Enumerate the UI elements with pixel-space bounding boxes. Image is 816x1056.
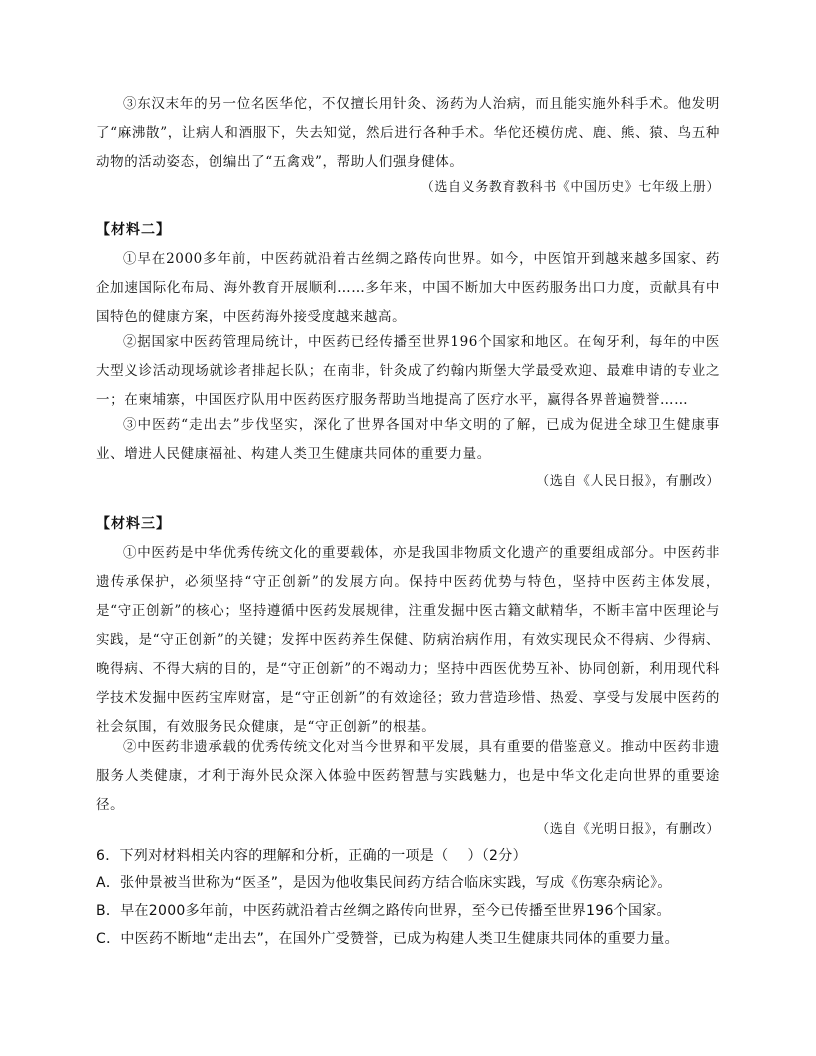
material3-paragraph-1: ①中医药是中华优秀传统文化的重要载体，亦是我国非物质文化遗产的重要组成部分。中医药非遗传承保护，必须坚持“守正创新”的发展方向。保持中医药优势与特色，坚持中医药主体发展，是“守正创新”的核心；坚持遵循中医药发展规律，注重发掘中医古籍文献精华，不断丰富中医理论与实践，是“守正创新”的关键；发挥中医药养生保健、防病治病作用，有效实现民众不得病、少得病、晚得病、不得大病的目的，是“守正创新”的不竭动力；坚持中西医优势互补、协同创新，利用现代科学技术发掘中医药宝库财富，是“守正创新”的有效途径；致力营造珍惜、热爱、享受与发展中医药的社会氛围，有效服务民众健康，是“守正创新”的根基。	[96, 545, 720, 735]
material1-paragraph-3: ③东汉末年的另一位名医华佗，不仅擅长用针灸、汤药为人治病，而且能实施外科手术。他发明了“麻沸散”，让病人和酒服下，失去知觉，然后进行各种手术。华佗还模仿虎、鹿、熊、猿、鸟五种动物的活动姿态，创编出了“五禽戏”，帮助人们强身健体。	[96, 96, 720, 170]
material1-source: （选自义务教育教科书《中国历史》七年级上册）	[420, 180, 720, 195]
question-6-option-b: B．早在2000多年前，中医药就沿着古丝绸之路传向世界，至今已传播至世界196个国家。	[96, 903, 671, 919]
material2-paragraph-3: ③中医药“走出去”步伐坚实，深化了世界各国对中华文明的了解，已成为促进全球卫生健康事业、增进人民健康福祉、构建人类卫生健康共同体的重要力量。	[96, 417, 720, 462]
question-6-option-c: C．中医药不断地“走出去”，在国外广受赞誉，已成为构建人类卫生健康共同体的重要力量。	[96, 931, 679, 947]
material3-heading: 【材料三】	[96, 516, 171, 532]
material3-source: （选自《光明日报》，有删改）	[536, 822, 720, 837]
material2-heading: 【材料二】	[96, 222, 171, 238]
material2-source: （选自《人民日报》，有删改）	[536, 474, 720, 489]
material2-paragraph-1: ①早在2000多年前，中医药就沿着古丝绸之路传向世界。如今，中医馆开到越来越多国家、药企加速国际化布局、海外教育开展顺利……多年来，中国不断加大中医药服务出口力度，贡献具有中国特色的健康方案，中医药海外接受度越来越高。	[96, 251, 720, 325]
question-6-stem: 6．下列对材料相关内容的理解和分析，正确的一项是（ ）（2分）	[96, 848, 527, 864]
question-6-option-a: A．张仲景被当世称为“医圣”，是因为他收集民间药方结合临床实践，写成《伤寒杂病论》。	[96, 875, 672, 891]
material2-paragraph-2: ②据国家中医药管理局统计，中医药已经传播至世界196个国家和地区。在匈牙利，每年的中医大型义诊活动现场就诊者排起长队；在南非，针灸成了约翰内斯堡大学最受欢迎、最难申请的专业之一；在柬埔寨，中国医疗队用中医药医疗服务帮助当地提高了医疗水平，赢得各界普遍赞誉……	[96, 334, 720, 408]
material3-paragraph-2: ②中医药非遗承载的优秀传统文化对当今世界和平发展，具有重要的借鉴意义。推动中医药非遗服务人类健康，才利于海外民众深入体验中医药智慧与实践魅力，也是中华文化走向世界的重要途径。	[96, 739, 720, 813]
